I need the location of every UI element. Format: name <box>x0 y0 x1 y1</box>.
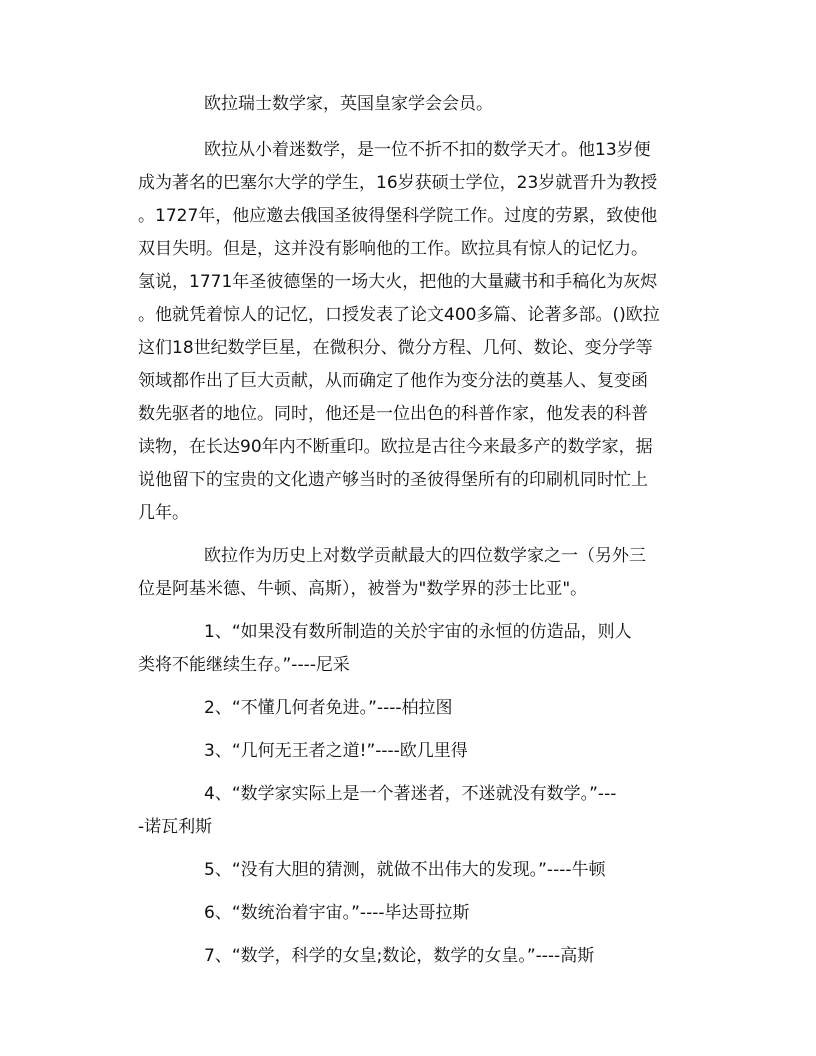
quote-line: -诺瓦利斯 <box>138 817 213 837</box>
paragraph-line: 几年。 <box>138 503 189 523</box>
paragraph-line: 氢说，1771年圣彼德堡的一场大火，把他的大量藏书和手稿化为灰烬 <box>138 272 658 292</box>
paragraph-line: 位是阿基米德、牛顿、高斯），被誉为"数学界的莎士比亚"。 <box>138 579 588 599</box>
quote-line: 6、“数统治着宇宙。”----毕达哥拉斯 <box>204 903 470 923</box>
paragraph-line: 读物，在长达90年内不断重印。欧拉是古往今来最多产的数学家，据 <box>138 437 653 457</box>
paragraph-line: 双目失明。但是，这并没有影响他的工作。欧拉具有惊人的记忆力。 <box>138 239 648 259</box>
paragraph-line: 。1727年，他应邀去俄国圣彼得堡科学院工作。过度的劳累，致使他 <box>138 206 658 226</box>
paragraph-line: 欧拉从小着迷数学，是一位不折不扣的数学天才。他13岁便 <box>204 140 651 160</box>
paragraph-line: 成为著名的巴塞尔大学的学生，16岁获硕士学位，23岁就晋升为教授 <box>138 173 658 193</box>
quote-line: 类将不能继续生存。”----尼采 <box>138 655 350 675</box>
quote-line: 2、“不懂几何者免进。”----柏拉图 <box>204 698 453 718</box>
paragraph-line: 数先驱者的地位。同时，他还是一位出色的科普作家，他发表的科普 <box>138 404 648 424</box>
paragraph-line: 说他留下的宝贵的文化遗产够当时的圣彼得堡所有的印刷机同时忙上 <box>138 470 648 490</box>
paragraph-line: 这们18世纪数学巨星，在微积分、微分方程、几何、数论、变分学等 <box>138 338 653 358</box>
quote-line: 4、“数学家实际上是一个著迷者，不迷就没有数学。”--- <box>204 784 617 804</box>
paragraph-line: 。他就凭着惊人的记忆，口授发表了论文400多篇、论著多部。()欧拉 <box>138 305 660 325</box>
paragraph-line: 领域都作出了巨大贡献，从而确定了他作为变分法的奠基人、复变函 <box>138 371 648 391</box>
quote-line: 1、“如果没有数所制造的关於宇宙的永恒的仿造品，则人 <box>204 622 632 642</box>
quote-line: 5、“没有大胆的猜测，就做不出伟大的发现。”----牛顿 <box>204 860 606 880</box>
paragraph-line: 欧拉瑞士数学家，英国皇家学会会员。 <box>204 94 493 114</box>
quote-line: 3、“几何无王者之道!”----欧几里得 <box>204 741 468 761</box>
quote-line: 7、“数学，科学的女皇;数论，数学的女皇。”----高斯 <box>204 946 595 966</box>
paragraph-line: 欧拉作为历史上对数学贡献最大的四位数学家之一（另外三 <box>204 546 646 566</box>
